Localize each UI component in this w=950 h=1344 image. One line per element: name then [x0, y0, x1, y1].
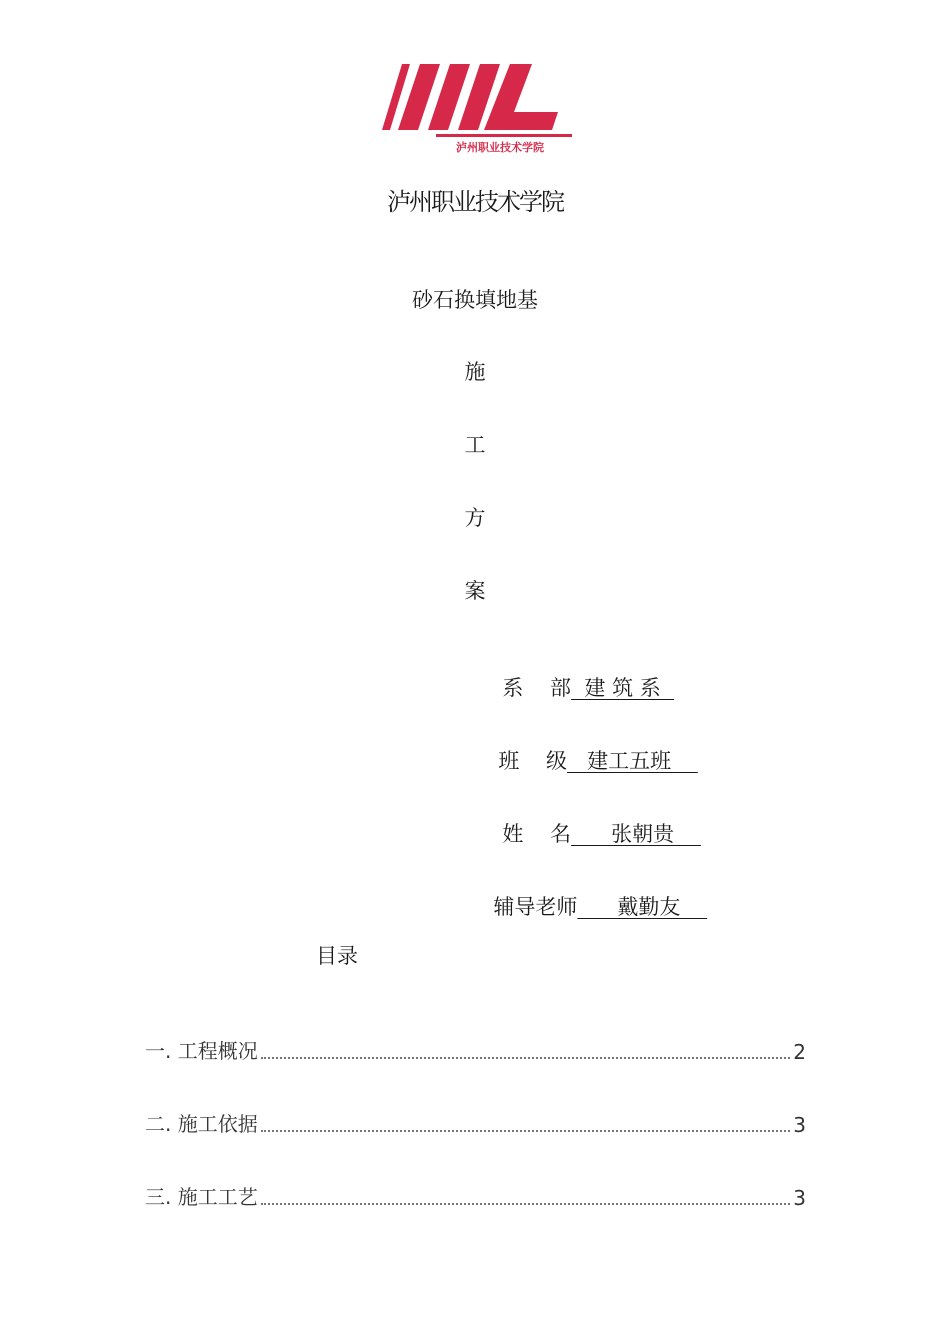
teacher-label: 辅导老师	[493, 895, 578, 919]
document-title: 砂石换填地基	[412, 288, 538, 312]
toc-entry-page: 3	[793, 1186, 806, 1210]
toc-leader-dots	[261, 1130, 791, 1132]
class-label: 班 级	[498, 749, 568, 773]
toc-heading: 目录	[316, 944, 358, 968]
name-value: 张朝贵	[571, 822, 701, 846]
name-label: 姓 名	[502, 822, 572, 846]
school-name: 泸州职业技术学院	[387, 188, 563, 216]
class-line	[485, 721, 698, 775]
department-label: 系 部	[502, 676, 572, 700]
toc-entry-title: 一. 工程概况	[145, 1039, 258, 1063]
teacher-line	[480, 867, 707, 921]
vertical-title-char: 方	[464, 506, 486, 530]
vertical-title-char: 施	[464, 360, 486, 384]
vertical-title-char: 工	[464, 433, 486, 457]
department-value: 建 筑 系	[571, 676, 675, 700]
toc-entry[interactable]	[145, 1182, 806, 1210]
toc-leader-dots	[261, 1203, 791, 1205]
toc-entry-page: 2	[793, 1040, 806, 1064]
teacher-value: 戴勤友	[577, 895, 708, 919]
class-value: 建工五班	[567, 749, 698, 773]
vertical-title-char: 案	[464, 579, 486, 603]
name-line	[489, 794, 701, 848]
toc-entry[interactable]	[145, 1109, 806, 1137]
toc-entry-page: 3	[793, 1113, 806, 1137]
toc-entry[interactable]	[145, 1036, 806, 1064]
toc-entry-title: 三. 施工工艺	[145, 1185, 258, 1209]
department-line	[489, 648, 674, 702]
toc-entry-title: 二. 施工依据	[145, 1112, 258, 1136]
toc-leader-dots	[261, 1057, 791, 1059]
logo-caption: 泸州职业技术学院	[456, 141, 544, 154]
college-logo	[380, 62, 576, 156]
